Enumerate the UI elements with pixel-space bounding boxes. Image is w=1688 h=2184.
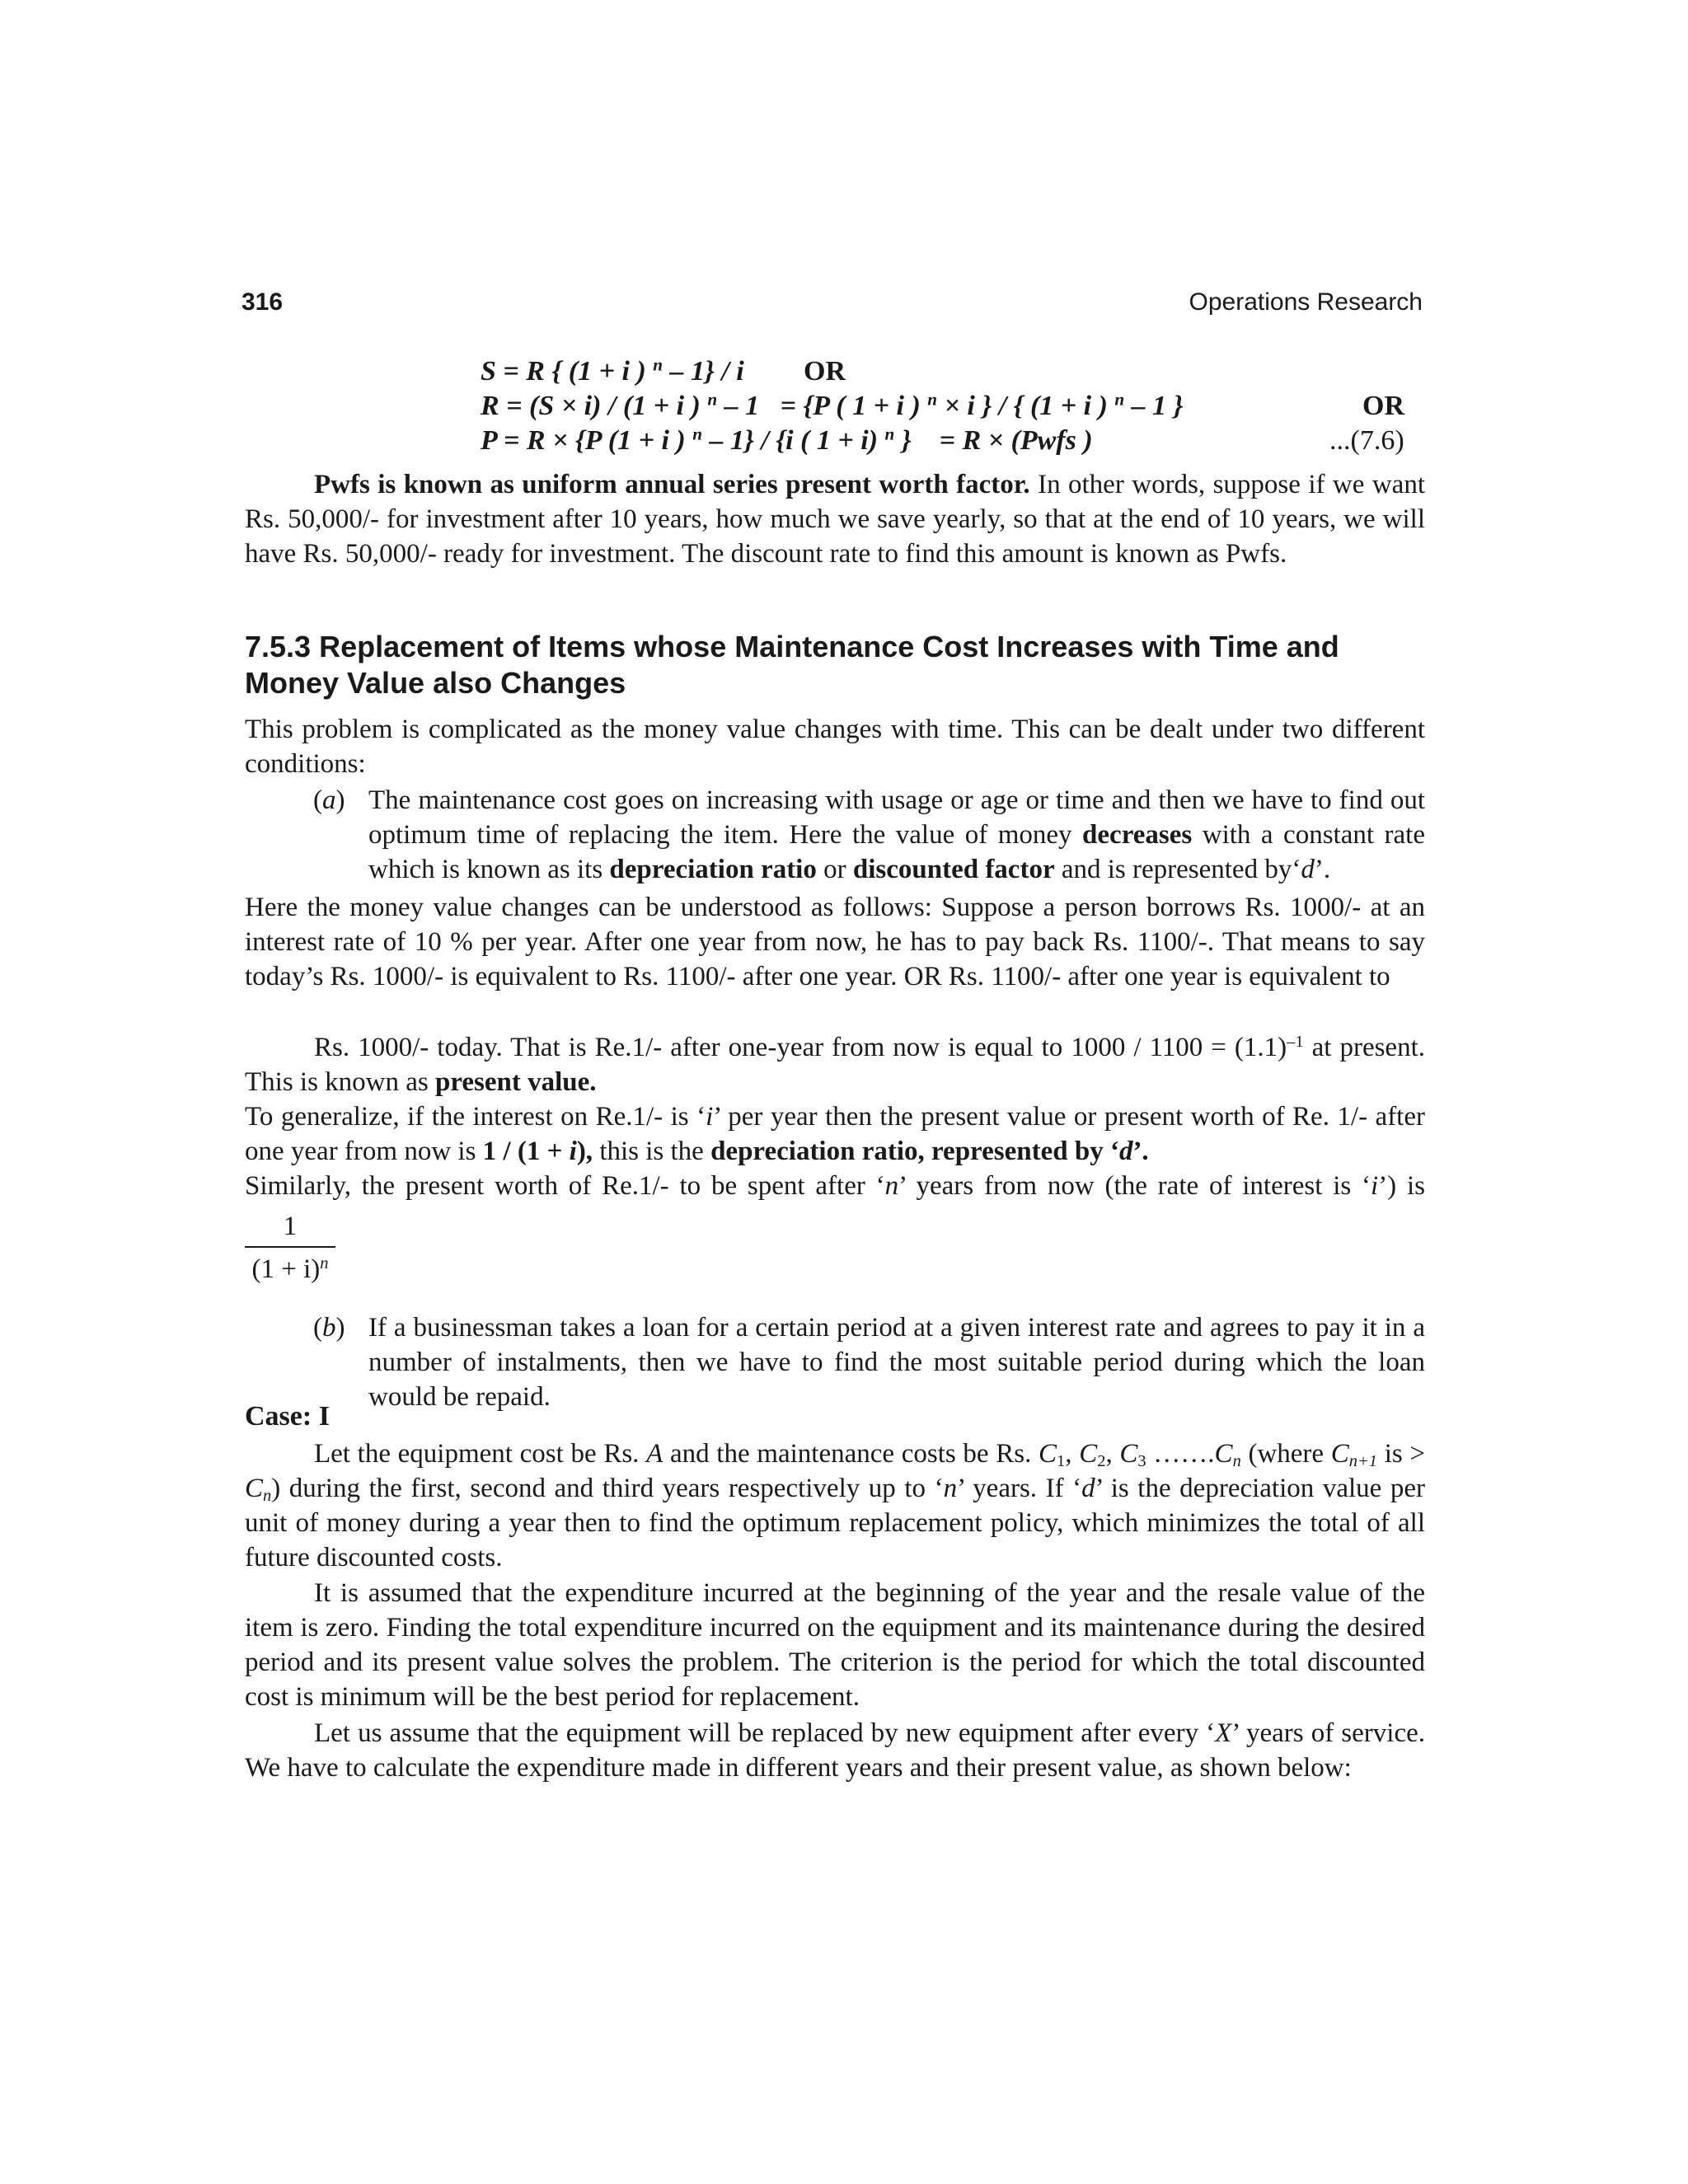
equation-number: ...(7.6) [1329, 425, 1404, 456]
similarly-paragraph: Similarly, the present worth of Re.1/- to be spent after ‘n’ years from now (the rate of interest is ‘i’) is [245, 1171, 1425, 1201]
equation-s-text: S = R { (1 + i ) $^n$ – 1} / i [481, 354, 744, 387]
present-worth-fraction [245, 1210, 335, 1286]
section-intro: This problem is complicated as the money value changes with time. This can be dealt under two different conditions: [245, 715, 1425, 779]
case-paragraph-3: Let us assume that the equipment will be replaced by new equipment after every ‘X’ years of service. We have to calculate the expenditure made in different years and their present value, as shown below: [245, 1718, 1425, 1783]
equation-r [481, 391, 1425, 422]
section-heading-line-2: Money Value also Changes [245, 666, 626, 700]
page-number: 316 [241, 288, 284, 316]
present-value-paragraph: Rs. 1000/- today. That is Re.1/- after one-year from now is equal to $1000 / 1100 = (1.1)^{-1}$ at present. This is known as present value. [245, 1032, 1425, 1097]
pwfs-definition: Pwfs is known as uniform annual series present worth factor. [314, 470, 1030, 499]
case-paragraph-2: It is assumed that the expenditure incurred at the beginning of the year and the resale value of the item is zero. Finding the total expenditure incurred on the equipment and its maintenance during the desired period and its present value solves the problem. The criterion is the period for which the total discounted cost is minimum will be the best period for replacement. [245, 1578, 1425, 1712]
fraction-numerator: 1 [283, 1212, 298, 1241]
fraction-denominator: $(1 + i)^n$ [251, 1254, 329, 1284]
fraction-bar [245, 1246, 335, 1248]
equation-s [481, 354, 846, 387]
list-item-a-text: The maintenance cost goes on increasing with usage or age or time and then we have to find out optimum time of replacing the item. Here the value of money decreases with a constant rate which is known as its depreciation ratio or discounted factor and is represented by‘d’. [368, 785, 1425, 884]
equation-r-text: R = (S × i) / (1 + i ) $^n$ – 1 = {P ( 1 + i ) $^n$ × i } / { (1 + i ) $^n$ – 1 } [481, 389, 1184, 421]
page-header [241, 288, 1423, 321]
case-paragraph-1: Let the equipment cost be Rs. A and the maintenance costs be Rs. $C_1$, $C_2$, $C_3$ $\dots\dots.C_n$ (where $C_{n+1}$ is > $C_n$) during the first, second and third years respectively up to ‘n’ years. If ‘d’ is the depreciation value per unit of money during a year then to find the optimum replacement policy, which minimizes the total of all future discounted costs. [245, 1439, 1426, 1572]
equation-or-1: OR [804, 356, 846, 387]
list-marker-b: (b) [313, 1313, 345, 1343]
section-heading [245, 629, 1425, 701]
list-item-b-text: If a businessman takes a loan for a certain period at a given interest rate and agrees to pay it in a number of instalments, then we have to find the most suitable period during which the loan would be repaid. [368, 1313, 1425, 1412]
pwfs-explanation: In other words, suppose if we want Rs. 50,000/- for investment after 10 years, how much we save yearly, so that at the end of 10 years, we will have Rs. 50,000/- ready for investment. The discount rate to find this amount is known as Pwfs. [245, 470, 1425, 569]
running-title: Operations Research [1189, 288, 1423, 316]
equation-p [481, 425, 1425, 457]
list-marker-a: (a) [313, 785, 345, 815]
equation-p-text: P = R × {P (1 + i ) $^n$ – 1} / {i ( 1 + i) $^n$ } = R × (Pwfs ) [481, 424, 1093, 456]
equation-or-2: OR [1362, 391, 1404, 421]
list-item-a [245, 783, 1425, 887]
pwfs-paragraph [245, 467, 1425, 571]
money-value-paragraph: Here the money value changes can be understood as follows: Suppose a person borrows Rs. 1000/- at an interest rate of 10 % per year. After one year from now, he has to pay back Rs. 1100/-. That means to say today’s Rs. 1000/- is equivalent to Rs. 1100/- after one year. OR Rs. 1100/- after one year is equivalent to [245, 893, 1425, 991]
case-heading: Case: I [245, 1401, 330, 1432]
generalize-paragraph: To generalize, if the interest on Re.1/- is ‘i’ per year then the present value or present worth of Re. 1/- after one year from now is 1 / (1 + i), this is the depreciation ratio, represented by ‘d’. [245, 1102, 1425, 1166]
list-item-b [245, 1310, 1425, 1414]
section-heading-line-1: 7.5.3 Replacement of Items whose Maintenance Cost Increases with Time and [245, 630, 1339, 663]
